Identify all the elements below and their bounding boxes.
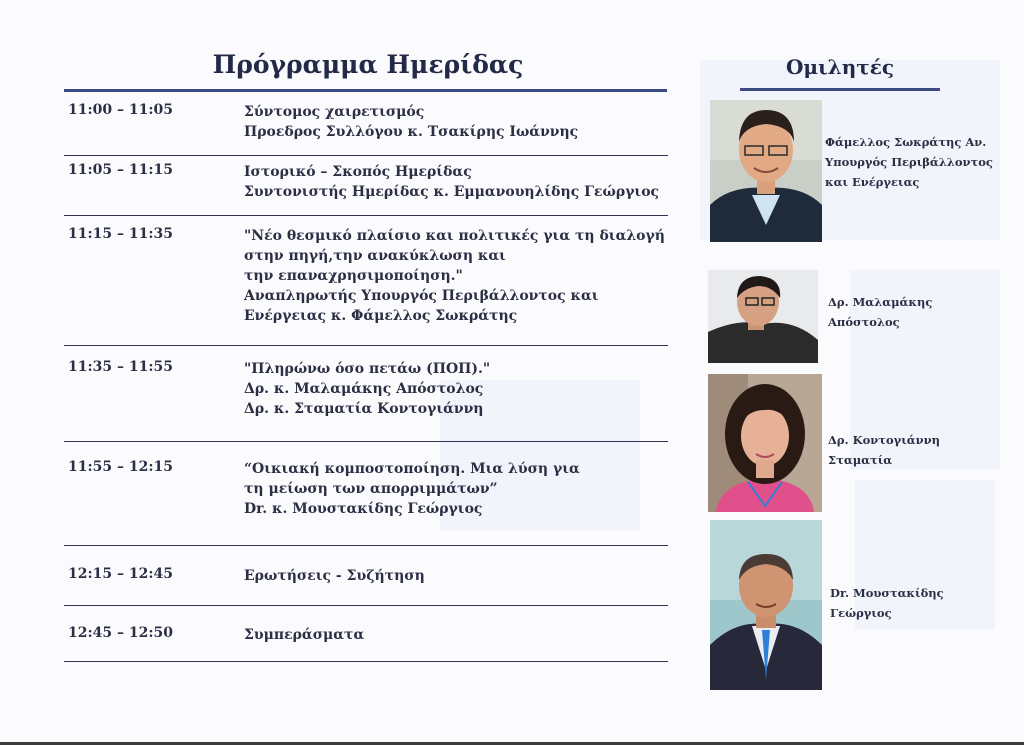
program-line: Ερωτήσεις - Συζήτηση — [244, 568, 425, 584]
program-line: τη μείωση των απορριμμάτων” — [244, 481, 498, 497]
program-description — [244, 359, 674, 419]
program-description — [244, 459, 674, 519]
speaker-name-line: Dr. Μουστακίδης — [830, 586, 944, 600]
program-description — [244, 102, 674, 142]
speaker-name — [830, 583, 944, 623]
program-line: "Πληρώνω όσο πετάω (ΠΟΠ)." — [244, 361, 491, 377]
program-line: Δρ. κ. Σταματία Κοντογιάννη — [244, 401, 484, 417]
program-time: 11:35 – 11:55 — [68, 359, 174, 375]
speaker-name-line: Σταματία — [828, 453, 893, 467]
program-line: “Οικιακή κομποστοποίηση. Μια λύση για — [244, 461, 580, 477]
program-description — [244, 226, 674, 326]
program-line: Συμπεράσματα — [244, 627, 365, 643]
row-divider — [64, 661, 668, 662]
speaker-name-line: Δρ. Κοντογιάννη — [828, 433, 940, 447]
speaker-photo-malamakis — [708, 270, 818, 363]
program-time: 11:05 – 11:15 — [68, 162, 174, 178]
speaker-name-line: Γεώργιος — [830, 606, 892, 620]
row-divider — [64, 605, 668, 606]
speaker-photo-moustakidis — [710, 520, 822, 690]
program-line: Δρ. κ. Μαλαμάκης Απόστολος — [244, 381, 484, 397]
program-line: Σύντομος χαιρετισμός — [244, 104, 425, 120]
speaker-name-line: και Ενέργειας — [825, 175, 920, 189]
program-line: Ενέργειας κ. Φάμελλος Σωκράτης — [244, 308, 518, 324]
program-line: στην πηγή,την ανακύκλωση και — [244, 248, 506, 264]
program-line: Αναπληρωτής Υπουργός Περιβάλλοντος και — [244, 288, 599, 304]
program-line: "Νέο θεσμικό πλαίσιο και πολιτικές για τη διαλογή — [244, 228, 665, 244]
speaker-name-line: Δρ. Μαλαμάκης — [828, 295, 933, 309]
row-divider — [64, 545, 668, 546]
program-line: Ιστορικό – Σκοπός Ημερίδας — [244, 164, 472, 180]
speaker-name-line: Φάμελλος Σωκράτης Αν. — [825, 135, 987, 149]
speaker-name-line: Απόστολος — [828, 315, 900, 329]
program-time: 12:15 – 12:45 — [68, 566, 174, 582]
speakers-divider — [740, 88, 940, 91]
row-divider — [64, 345, 668, 346]
program-time: 12:45 – 12:50 — [68, 625, 174, 641]
program-time: 11:00 – 11:05 — [68, 102, 174, 118]
program-time: 11:15 – 11:35 — [68, 226, 174, 242]
speaker-photo-famellos — [710, 100, 822, 242]
program-line: Συντονιστής Ημερίδας κ. Εμμανουηλίδης Γεώργιος — [244, 184, 660, 200]
speaker-name-line: Υπουργός Περιβάλλοντος — [825, 155, 993, 169]
program-time: 11:55 – 12:15 — [68, 459, 174, 475]
speaker-name — [828, 430, 940, 470]
program-description — [244, 162, 674, 202]
program-line: Dr. κ. Μουστακίδης Γεώργιος — [244, 501, 483, 517]
row-divider — [64, 215, 668, 216]
speakers-title: Ομιλητές — [785, 55, 895, 79]
row-divider — [64, 155, 668, 156]
program-description — [244, 566, 674, 586]
speaker-photo-kontogianni — [708, 374, 822, 512]
program-title: Πρόγραμμα Ημερίδας — [212, 50, 524, 79]
speaker-name — [828, 292, 932, 332]
program-description — [244, 625, 674, 645]
speaker-name — [825, 132, 993, 192]
program-line: Προεδρος Συλλόγου κ. Τσακίρης Ιωάννης — [244, 124, 579, 140]
program-line: την επαναχρησιμοποίηση." — [244, 268, 463, 284]
title-divider — [64, 89, 667, 92]
row-divider — [64, 441, 668, 442]
